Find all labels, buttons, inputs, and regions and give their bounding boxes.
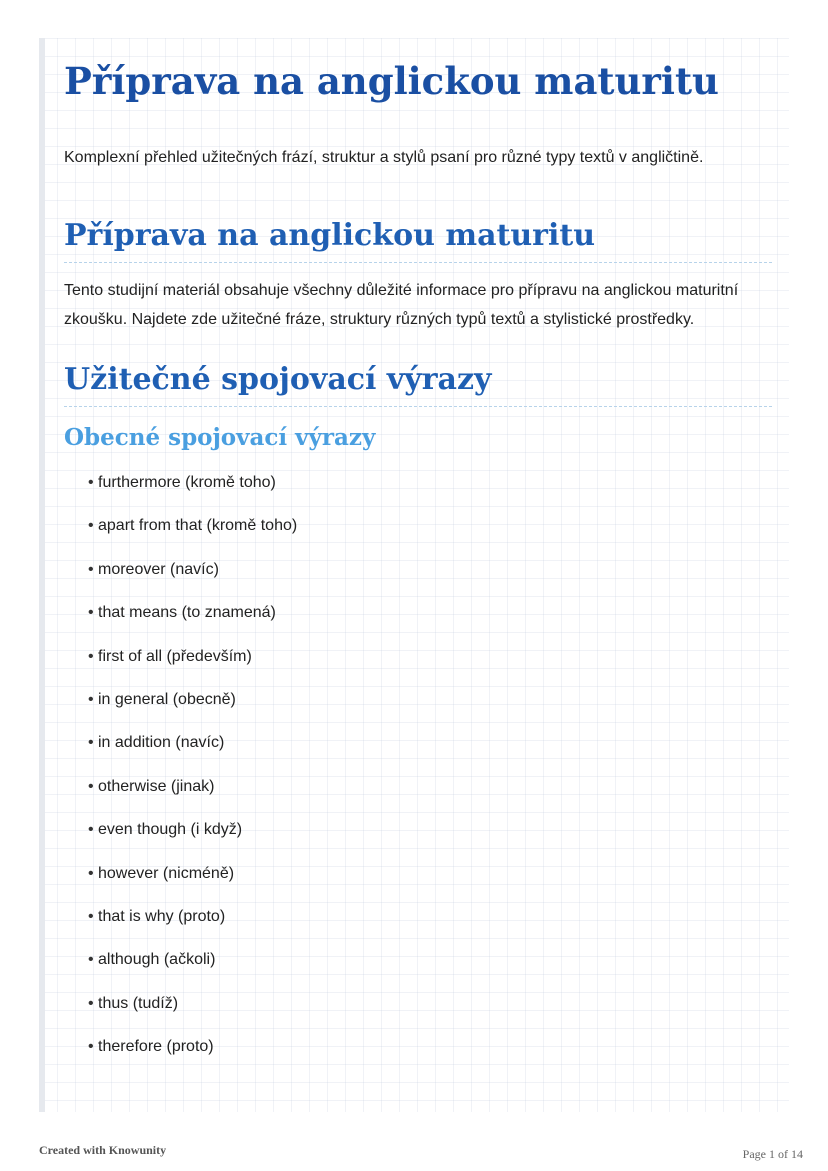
list-item (88, 863, 297, 906)
list-item (88, 949, 297, 992)
bullet-icon: • (88, 734, 94, 752)
list-item-text: in addition (navíc) (98, 734, 225, 752)
list-item (88, 993, 297, 1036)
bullet-icon: • (88, 1038, 94, 1056)
bullet-icon: • (88, 821, 94, 839)
list-item (88, 559, 297, 602)
list-item-text: that is why (proto) (98, 907, 226, 925)
list-item-text: therefore (proto) (98, 1038, 214, 1056)
list-item-text: however (nicméně) (98, 864, 235, 882)
list-item (88, 602, 297, 645)
document-title: Příprava na anglickou maturitu (64, 59, 719, 103)
subheading-general-connectives: Obecné spojovací výrazy (64, 424, 376, 451)
document-intro: Komplexní přehled užitečných frází, struktur a stylů psaní pro různé typy textů v angličtině. (64, 149, 704, 166)
list-item (88, 515, 297, 558)
list-item (88, 689, 297, 732)
section-heading-overview: Příprava na anglickou maturitu (64, 216, 772, 263)
list-item-text: otherwise (jinak) (98, 777, 215, 795)
overview-paragraph: Tento studijní materiál obsahuje všechny důležité informace pro přípravu na anglickou maturitní zkoušku. Najdete zde užitečné fráze, struktury různých typů textů a stylistické prostředky. (64, 282, 739, 328)
list-item-text: thus (tudíž) (98, 994, 179, 1012)
bullet-icon: • (88, 951, 94, 969)
bullet-icon: • (88, 907, 94, 925)
connectives-list (88, 472, 297, 1079)
page-left-margin-bar (39, 38, 45, 1112)
bullet-icon: • (88, 517, 94, 535)
list-item (88, 472, 297, 515)
bullet-icon: • (88, 994, 94, 1012)
list-item (88, 1036, 297, 1079)
list-item-text: furthermore (kromě toho) (98, 474, 276, 491)
bullet-icon: • (88, 690, 94, 708)
list-item-text: even though (i když) (98, 821, 243, 839)
list-item-text: in general (obecně) (98, 690, 236, 708)
bullet-icon: • (88, 777, 94, 795)
bullet-icon: • (88, 647, 94, 665)
list-item (88, 646, 297, 689)
list-item-text: moreover (navíc) (98, 560, 219, 578)
footer-brand: Created with Knowunity (39, 1143, 167, 1157)
bullet-icon: • (88, 864, 94, 882)
bullet-icon: • (88, 560, 94, 578)
list-item-text: apart from that (kromě toho) (98, 517, 298, 535)
list-item (88, 732, 297, 775)
section-heading-connectives: Užitečné spojovací výrazy (64, 360, 772, 407)
list-item (88, 776, 297, 819)
list-item (88, 819, 297, 862)
bullet-icon: • (88, 474, 94, 491)
list-item-text: although (ačkoli) (98, 951, 216, 969)
bullet-icon: • (88, 604, 94, 622)
page-number: Page 1 of 14 (742, 1147, 803, 1161)
list-item (88, 906, 297, 949)
list-item-text: that means (to znamená) (98, 604, 276, 622)
document-page (39, 38, 789, 1112)
list-item-text: first of all (především) (98, 647, 252, 665)
